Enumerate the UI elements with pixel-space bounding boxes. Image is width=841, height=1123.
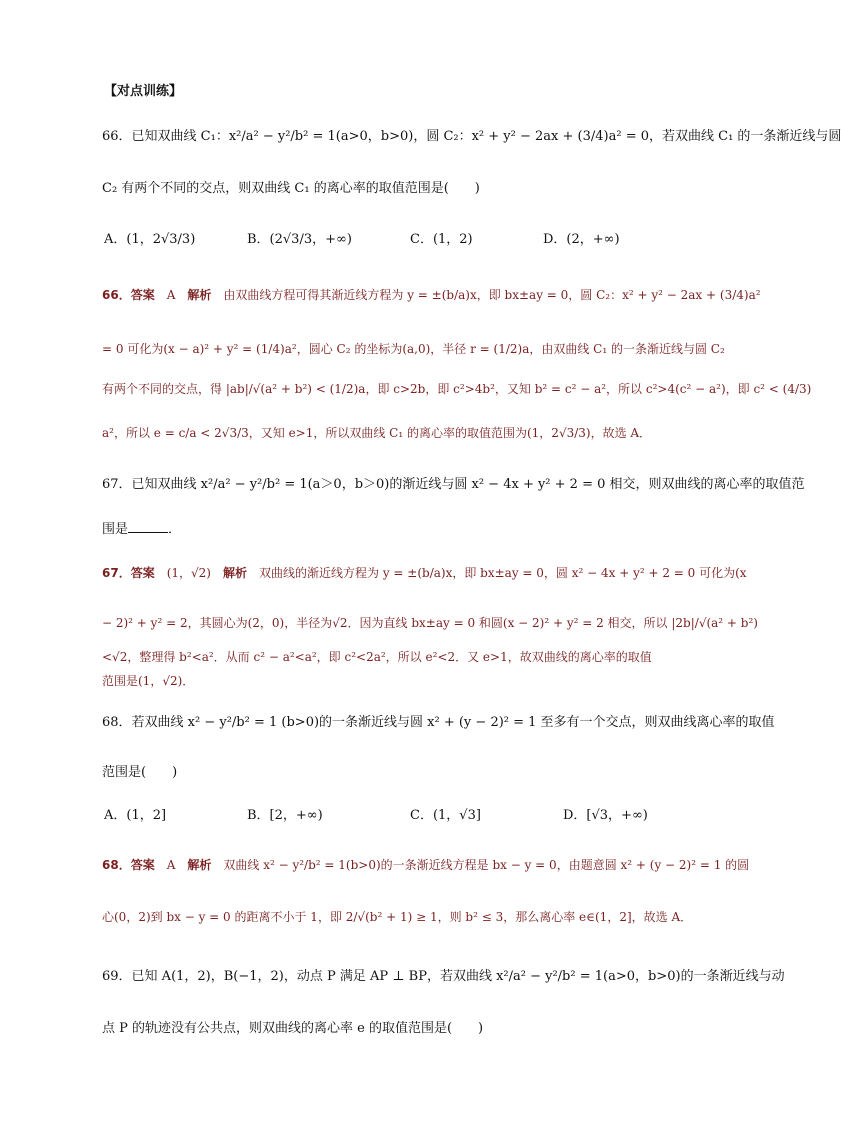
q68-stem-line2: 范围是( ) <box>102 765 178 780</box>
q68-answer-line2: 心(0，2)到 bx − y = 0 的距离不小于 1，即 2/√(b² + 1) ≥ 1，则 b² ≤ 3，那么离心率 e∈(1，2]，故选 A． <box>102 910 693 924</box>
q66-stem-line1: 66．已知双曲线 C₁：x²/a² − y²/b² = 1(a>0，b>0)，圆 C₂：x² + y² − 2ax + (3/4)a² = 0，若双曲线 C₁ 的一条渐近线与圆 <box>102 129 841 144</box>
q68-option-d: D．[√3，+∞) <box>563 808 648 823</box>
q66-stem-line2: C₂ 有两个不同的交点，则双曲线 C₁ 的离心率的取值范围是( ) <box>102 181 480 196</box>
answer-tag: 68．答案 <box>102 858 155 872</box>
q68-option-a: A．(1，2] <box>104 808 167 823</box>
q66-option-c: C．(1，2) <box>410 232 473 247</box>
q67-answer-line1: 67．答案 (1，√2) 解析 双曲线的渐近线方程为 y = ±(b/a)x，即 bx±ay = 0，圆 x² − 4x + y² + 2 = 0 可化为(x <box>102 566 747 580</box>
q67-stem-line2-suffix: ． <box>168 522 182 537</box>
q67-stem-line1: 67．已知双曲线 x²/a² − y²/b² = 1(a＞0，b＞0)的渐近线与圆 x² − 4x + y² + 2 = 0 相交，则双曲线的离心率的取值范 <box>102 477 805 492</box>
q67-answer-line2: − 2)² + y² = 2，其圆心为(2，0)，半径为√2．因为直线 bx±ay = 0 和圆(x − 2)² + y² = 2 相交，所以 |2b|/√(a² + b²) <box>102 616 758 630</box>
answer-tag: 66．答案 <box>102 288 155 302</box>
q66-answer-line2: = 0 可化为(x − a)² + y² = (1/4)a²，圆心 C₂ 的坐标为(a,0)，半径 r = (1/2)a，由双曲线 C₁ 的一条渐近线与圆 C₂ <box>102 342 725 356</box>
q69-stem-line2: 点 P 的轨迹没有公共点，则双曲线的离心率 e 的取值范围是( ) <box>102 1021 484 1036</box>
analysis-tag: 解析 <box>187 288 212 302</box>
q66-answer-line3: 有两个不同的交点，得 |ab|/√(a² + b²) < (1/2)a，即 c>2b，即 c²>4b²，又知 b² = c² − a²，所以 c²>4(c² − a²)，即 c² < (4/3) <box>102 382 812 396</box>
q66-option-b: B．(2√3/3，+∞) <box>247 232 352 247</box>
q67-answer-blank <box>128 520 168 533</box>
analysis-tag: 解析 <box>187 858 212 872</box>
section-title: 【对点训练】 <box>104 84 183 99</box>
q69-stem-line1: 69．已知 A(1，2)，B(−1，2)，动点 P 满足 AP ⊥ BP，若双曲线 x²/a² − y²/b² = 1(a>0，b>0)的一条渐近线与动 <box>102 969 785 984</box>
q67-stem-line2-prefix: 围是 <box>102 522 129 537</box>
q66-option-d: D．(2，+∞) <box>543 232 620 247</box>
q66-answer-line1: 66．答案 A 解析 由双曲线方程可得其渐近线方程为 y = ±(b/a)x，即 bx±ay = 0，圆 C₂：x² + y² − 2ax + (3/4)a² <box>102 288 761 302</box>
analysis-tag: 解析 <box>222 566 247 580</box>
q67-answer-line4: 范围是(1，√2)． <box>102 674 195 688</box>
answer-tag: 67．答案 <box>102 566 155 580</box>
q68-option-c: C．(1，√3] <box>410 808 481 823</box>
q68-answer-line1: 68．答案 A 解析 双曲线 x² − y²/b² = 1(b>0)的一条渐近线方程是 bx − y = 0，由题意圆 x² + (y − 2)² = 1 的圆 <box>102 858 750 872</box>
q66-option-a: A．(1，2√3/3) <box>104 232 196 247</box>
q68-option-b: B．[2，+∞) <box>247 808 323 823</box>
q66-answer-line4: a²，所以 e = c/a < 2√3/3，又知 e>1，所以双曲线 C₁ 的离心率的取值范围为(1，2√3/3)，故选 A． <box>102 426 652 440</box>
q67-answer-line3: <√2，整理得 b²<a²．从而 c² − a²<a²，即 c²<2a²，所以 e²<2．又 e>1，故双曲线的离心率的取值 <box>102 650 652 664</box>
q68-stem-line1: 68．若双曲线 x² − y²/b² = 1 (b>0)的一条渐近线与圆 x² + (y − 2)² = 1 至多有一个交点，则双曲线离心率的取值 <box>102 715 775 730</box>
q67-stem-line2 <box>102 520 722 539</box>
